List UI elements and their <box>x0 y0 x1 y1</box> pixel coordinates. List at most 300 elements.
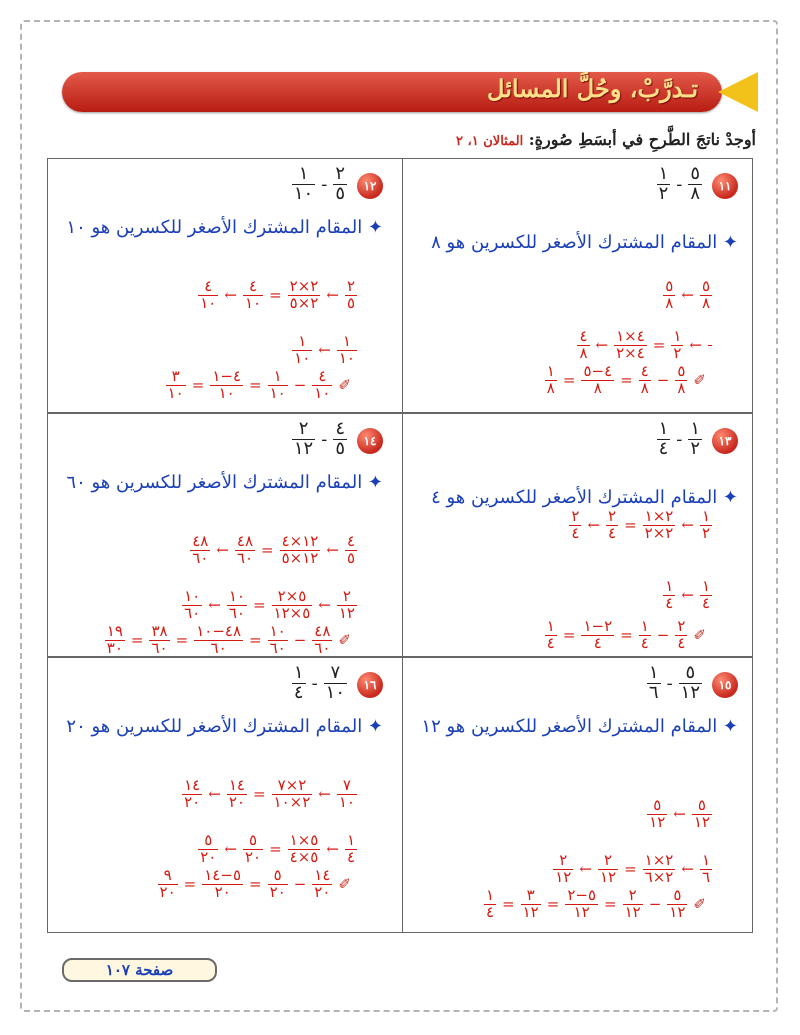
section-banner <box>62 72 758 112</box>
numerator: ١ <box>292 334 312 351</box>
operator: = <box>624 860 637 879</box>
lcd-statement <box>408 229 738 257</box>
fraction <box>545 619 557 652</box>
operator: ← <box>595 336 609 355</box>
operator: ← <box>681 286 694 305</box>
exercise-number: ١٤ <box>357 428 383 454</box>
fraction <box>663 279 675 312</box>
exercise-cell <box>47 414 397 656</box>
fraction <box>198 833 218 866</box>
numerator: ٥ <box>665 277 674 295</box>
fraction <box>667 888 687 921</box>
numerator: ١٠ <box>228 587 245 605</box>
operator: ← <box>326 286 339 305</box>
fraction <box>166 369 186 402</box>
fraction <box>565 888 598 921</box>
fraction <box>210 369 243 402</box>
denominator: ١٠ <box>269 383 286 402</box>
check-pencil-icon: ✐ <box>338 875 351 894</box>
denominator: ٢٠ <box>184 792 201 811</box>
fraction <box>202 868 243 901</box>
denominator: ١٢ <box>293 437 314 459</box>
fraction <box>227 778 247 811</box>
numerator: ١٤ <box>314 866 331 884</box>
operator: = <box>562 626 576 645</box>
numerator: ١ <box>485 886 495 904</box>
lcd-text: ✦ المقام المشترك الأصغر للكسرين هو <box>440 232 738 253</box>
numerator: ١ <box>292 165 315 185</box>
operator: ← <box>689 336 702 355</box>
numerator: ٤ <box>579 327 588 345</box>
numerator: ١ <box>546 362 555 380</box>
numerator: ١ <box>293 662 304 683</box>
operator: - <box>321 173 328 195</box>
operator: = <box>261 541 274 560</box>
numerator: ٥ <box>677 362 686 380</box>
exercise-cell <box>402 159 752 412</box>
operator: = <box>652 336 666 355</box>
fraction <box>643 509 676 542</box>
exercise-number: ١٦ <box>357 672 383 698</box>
problem-expression <box>292 664 347 703</box>
problem-expression <box>657 420 702 459</box>
fraction <box>657 165 671 204</box>
denominator: ٨ <box>593 378 602 397</box>
lcd-text: ✦ المقام المشترك الأصغر للكسرين هو <box>440 716 738 737</box>
fraction <box>647 798 667 831</box>
numerator: ٩ <box>158 868 178 885</box>
fraction <box>312 369 332 402</box>
denominator: ٤ <box>485 902 495 921</box>
numerator: ١ <box>546 617 555 635</box>
fraction <box>292 420 315 459</box>
fraction <box>679 664 702 703</box>
denominator: ١٢ <box>693 812 710 831</box>
instruction <box>456 130 756 149</box>
denominator: ٢٠ <box>159 882 176 901</box>
fraction <box>606 509 618 542</box>
operator: − <box>293 376 307 395</box>
operator: ← <box>318 785 331 804</box>
denominator: ٥ <box>335 182 345 204</box>
operator: − <box>293 875 307 894</box>
denominator: ٤ <box>701 593 710 612</box>
fraction <box>158 868 178 901</box>
operator: ← <box>673 805 686 824</box>
denominator: ١٢×٥ <box>281 548 319 567</box>
fraction <box>235 534 255 567</box>
operator: = <box>252 596 266 615</box>
denominator: ٢٠ <box>269 882 286 901</box>
numerator: ١ <box>658 418 669 439</box>
numerator: ٥ <box>692 798 712 815</box>
operator: = <box>130 631 144 650</box>
numerator: ٤ <box>346 532 355 550</box>
operator: ← <box>216 541 229 560</box>
operator: = <box>269 286 282 305</box>
numerator: ٣٨ <box>151 622 168 640</box>
denominator: ١٢ <box>599 867 617 886</box>
work-line <box>663 279 712 312</box>
numerator: ٢×٢ <box>289 277 319 295</box>
numerator: ٤×١ <box>616 327 645 345</box>
work-line <box>292 334 357 367</box>
numerator: ٥×٢ <box>272 589 313 606</box>
operator: - <box>676 173 683 195</box>
numerator: ٢ <box>292 420 315 440</box>
fraction <box>268 868 288 901</box>
numerator: ٥ <box>679 664 702 684</box>
numerator: ٢ <box>608 507 617 525</box>
fraction <box>149 624 169 657</box>
denominator: ٢ <box>658 182 669 204</box>
problem-expression <box>647 664 702 703</box>
operator: = <box>546 895 560 914</box>
operator: ← <box>224 286 237 305</box>
numerator: ٥ <box>243 833 263 850</box>
denominator: ٤ <box>677 633 686 652</box>
denominator: ٤ <box>608 523 617 542</box>
fraction <box>700 579 712 612</box>
denominator: ٦٠ <box>314 638 331 657</box>
operator: = <box>620 371 633 390</box>
numerator: ٤ <box>312 369 332 386</box>
operator: ← <box>224 840 237 859</box>
operator: = <box>502 895 515 914</box>
fraction <box>105 624 125 657</box>
fraction <box>614 329 647 362</box>
denominator: ٥ <box>346 548 355 567</box>
fraction <box>577 329 589 362</box>
numerator: ١ <box>640 617 649 635</box>
numerator: ١٩ <box>106 622 123 640</box>
numerator: ٢−١ <box>583 617 613 635</box>
numerator: ٢ <box>335 163 345 184</box>
denominator: ٣٠ <box>106 638 123 657</box>
numerator: ١ <box>701 507 710 525</box>
operator: = <box>562 371 576 390</box>
check-pencil-icon: ✐ <box>693 371 706 390</box>
denominator: ١٢ <box>624 902 641 921</box>
denominator: ٦٠ <box>192 548 209 567</box>
operator: ← <box>681 586 694 605</box>
denominator: ١٢ <box>669 902 686 921</box>
fraction <box>280 534 321 567</box>
fraction <box>268 369 288 402</box>
denominator: ٨ <box>677 378 686 397</box>
fraction <box>675 364 687 397</box>
fraction <box>700 853 712 886</box>
denominator: ٤ <box>665 593 674 612</box>
numerator: ٢ <box>337 589 357 606</box>
fraction <box>333 165 347 204</box>
work-line <box>553 853 712 886</box>
operator: − <box>656 626 670 645</box>
work-line <box>190 534 357 567</box>
denominator: ١٠ <box>338 792 355 811</box>
exercise-cell <box>47 159 397 412</box>
operator: = <box>249 376 262 395</box>
fraction <box>675 619 687 652</box>
operator: ← <box>579 860 592 879</box>
denominator: ٤ <box>640 633 649 652</box>
fraction <box>312 624 332 657</box>
fraction <box>268 624 288 657</box>
result-line <box>166 369 357 402</box>
fraction <box>182 778 202 811</box>
lcd-text: ✦ المقام المشترك الأصغر للكسرين هو <box>85 716 383 737</box>
lcd-text: ✦ المقام المشترك الأصغر للكسرين هو <box>85 472 383 493</box>
lcd-value: ٢٠ <box>66 716 86 737</box>
operator: = <box>620 626 633 645</box>
denominator: ٥×١٢ <box>273 603 311 622</box>
fraction <box>581 364 614 397</box>
operator: ← <box>326 541 339 560</box>
lcd-statement <box>53 214 383 242</box>
numerator: ٥ <box>701 277 710 295</box>
operator: - <box>311 672 318 694</box>
operator: ← <box>326 840 339 859</box>
lcd-text: ✦ المقام المشترك الأصغر للكسرين هو <box>85 217 383 238</box>
fraction <box>700 279 712 312</box>
denominator: ٢٠ <box>314 882 331 901</box>
lcd-value: ١٠ <box>66 217 86 238</box>
instruction-text: أوجدْ ناتجَ الطَّرحِ في أبسَطِ صُورةٍ: <box>528 130 756 149</box>
work-line <box>577 329 712 362</box>
fraction <box>545 364 557 397</box>
operator: = <box>249 875 262 894</box>
fraction <box>639 364 651 397</box>
denominator: ٢٠ <box>228 792 245 811</box>
denominator: ٥ <box>335 437 345 459</box>
operator: - <box>676 428 683 450</box>
denominator: ٥ <box>346 293 355 312</box>
exercise-number: ١٥ <box>712 672 738 698</box>
numerator: ٥ <box>667 888 687 905</box>
fraction <box>194 624 243 657</box>
denominator: ٦٠ <box>210 638 227 657</box>
work-line <box>569 509 712 542</box>
denominator: ٦٠ <box>151 638 168 657</box>
fraction <box>639 619 651 652</box>
numerator: ٤ <box>198 279 218 296</box>
fraction <box>345 279 357 312</box>
numerator: ١ <box>690 418 700 439</box>
banner-arrow-icon <box>718 72 758 112</box>
numerator: ١٢×٤ <box>281 532 319 550</box>
fraction <box>345 534 357 567</box>
denominator: ٢×٥ <box>289 293 319 312</box>
denominator: ١٠ <box>293 182 314 204</box>
numerator: ٤٨ <box>314 622 331 640</box>
fraction <box>272 778 313 811</box>
denominator: ١٠ <box>167 383 184 402</box>
numerator: ١ <box>701 577 710 595</box>
operator: = <box>604 895 617 914</box>
exercise-cell <box>402 414 752 656</box>
fraction <box>198 279 218 312</box>
exercise-grid <box>47 158 753 933</box>
denominator: ٦٠ <box>228 603 245 622</box>
numerator: ٤٨ <box>236 532 254 550</box>
numerator: ١ <box>648 662 659 683</box>
instruction-ref: المثالان ١، ٢ <box>456 134 524 149</box>
result-line <box>484 888 712 921</box>
denominator: ١٠ <box>294 348 311 367</box>
fraction <box>647 664 661 703</box>
numerator: ٤ <box>335 418 345 439</box>
operator: − <box>656 371 670 390</box>
denominator: ١٠ <box>200 293 217 312</box>
numerator: ١٠ <box>269 622 286 640</box>
fraction <box>312 868 332 901</box>
lcd-statement <box>53 469 383 497</box>
operator: ← <box>681 516 694 535</box>
denominator: ٤ <box>593 633 602 652</box>
operator: − <box>648 895 662 914</box>
fraction <box>182 589 202 622</box>
problem-expression <box>657 165 702 204</box>
fraction <box>272 589 313 622</box>
numerator: ٢ <box>623 888 643 905</box>
numerator: ٢ <box>598 853 618 870</box>
numerator: ٥ <box>268 868 288 885</box>
numerator: ٢×٧ <box>272 778 313 795</box>
operator: - <box>321 428 328 450</box>
denominator: ١٢ <box>680 681 700 703</box>
denominator: ٤ <box>346 847 355 866</box>
denominator: ٨ <box>640 378 649 397</box>
denominator: ٦ <box>701 867 710 886</box>
denominator: ٤ <box>293 681 304 703</box>
denominator: ٦٠ <box>269 638 286 657</box>
operator: ← <box>208 596 221 615</box>
fraction <box>623 888 643 921</box>
numerator: ١ <box>673 327 682 345</box>
exercise-cell <box>47 658 397 934</box>
operator: ← <box>587 516 601 535</box>
numerator: ٣ <box>166 369 186 386</box>
denominator: ٢×٦ <box>644 867 674 886</box>
numerator: ١ <box>658 163 669 184</box>
numerator: ١٤ <box>184 776 201 794</box>
denominator: ٢×١٠ <box>273 792 311 811</box>
denominator: ١٢ <box>649 812 666 831</box>
check-pencil-icon: ✐ <box>338 376 351 395</box>
result-line <box>158 868 357 901</box>
denominator: ١٠ <box>218 383 235 402</box>
fraction <box>337 778 357 811</box>
operator: ← <box>318 341 331 360</box>
numerator: ٤−١ <box>212 367 242 385</box>
numerator: ٤٨ <box>192 532 209 550</box>
check-pencil-icon: ✐ <box>693 626 706 645</box>
fraction <box>333 420 347 459</box>
fraction <box>688 165 702 204</box>
numerator: ٢×١ <box>644 851 674 869</box>
fraction <box>688 420 702 459</box>
fraction <box>671 329 683 362</box>
numerator: ٧ <box>324 664 347 684</box>
fraction <box>598 853 618 886</box>
denominator: ٢٠ <box>214 882 231 901</box>
denominator: ١٢ <box>522 902 539 921</box>
lcd-value: ٤ <box>431 487 441 508</box>
work-line <box>182 778 357 811</box>
exercise-cell <box>402 658 752 934</box>
fraction <box>292 165 315 204</box>
numerator: ٤ <box>640 362 649 380</box>
numerator: ٥−١٤ <box>204 866 242 884</box>
lcd-value: ٦٠ <box>66 472 86 493</box>
denominator: ٤ <box>658 437 669 459</box>
operator: = <box>175 631 189 650</box>
work-line <box>663 579 712 612</box>
denominator: ١٠ <box>338 348 355 367</box>
denominator: ٢٠ <box>200 847 217 866</box>
operator: ← <box>208 785 221 804</box>
numerator: ٤ <box>243 279 263 296</box>
operator: = <box>183 875 197 894</box>
fraction <box>288 279 321 312</box>
numerator: ٥ <box>690 163 700 184</box>
work-line <box>198 279 357 312</box>
fraction <box>521 888 541 921</box>
numerator: ٣ <box>521 888 541 905</box>
denominator: ٢ <box>673 343 682 362</box>
fraction <box>243 833 263 866</box>
work-line <box>182 589 357 622</box>
numerator: ٤٨−١٠ <box>196 622 242 640</box>
denominator: ٢ <box>690 437 700 459</box>
lcd-statement <box>408 713 738 741</box>
operator: ← <box>681 860 694 879</box>
denominator: ١٢ <box>338 603 355 622</box>
numerator: ١ <box>337 334 357 351</box>
work-line <box>647 798 712 831</box>
fraction <box>569 509 581 542</box>
fraction <box>190 534 210 567</box>
fraction <box>345 833 357 866</box>
fraction <box>292 334 312 367</box>
operator: = <box>624 516 637 535</box>
denominator: ١٢ <box>573 902 590 921</box>
result-line <box>105 624 357 657</box>
work-line <box>198 833 357 866</box>
problem-expression <box>292 420 347 459</box>
denominator: ١٢ <box>555 867 572 886</box>
numerator: ٤−٥ <box>583 362 613 380</box>
result-line <box>545 619 712 652</box>
fraction <box>288 833 321 866</box>
denominator: ١٠ <box>244 293 262 312</box>
banner-title: تـدرَّبْ، وحُلَّ المسائل <box>487 74 698 103</box>
numerator: ٥ <box>198 833 218 850</box>
denominator: ٥×٤ <box>289 847 319 866</box>
fraction <box>643 853 676 886</box>
operator: = <box>252 785 266 804</box>
fraction <box>692 798 712 831</box>
lcd-value: ١٢ <box>421 716 441 737</box>
check-pencil-icon: ✐ <box>693 895 706 914</box>
exercise-number: ١٢ <box>357 173 383 199</box>
fraction <box>337 589 357 622</box>
numerator: ١٠ <box>184 587 201 605</box>
operator: - <box>666 672 673 694</box>
denominator: ٤ <box>571 523 580 542</box>
lcd-text: ✦ المقام المشترك الأصغر للكسرين هو <box>440 487 738 508</box>
numerator: ٧ <box>337 778 357 795</box>
